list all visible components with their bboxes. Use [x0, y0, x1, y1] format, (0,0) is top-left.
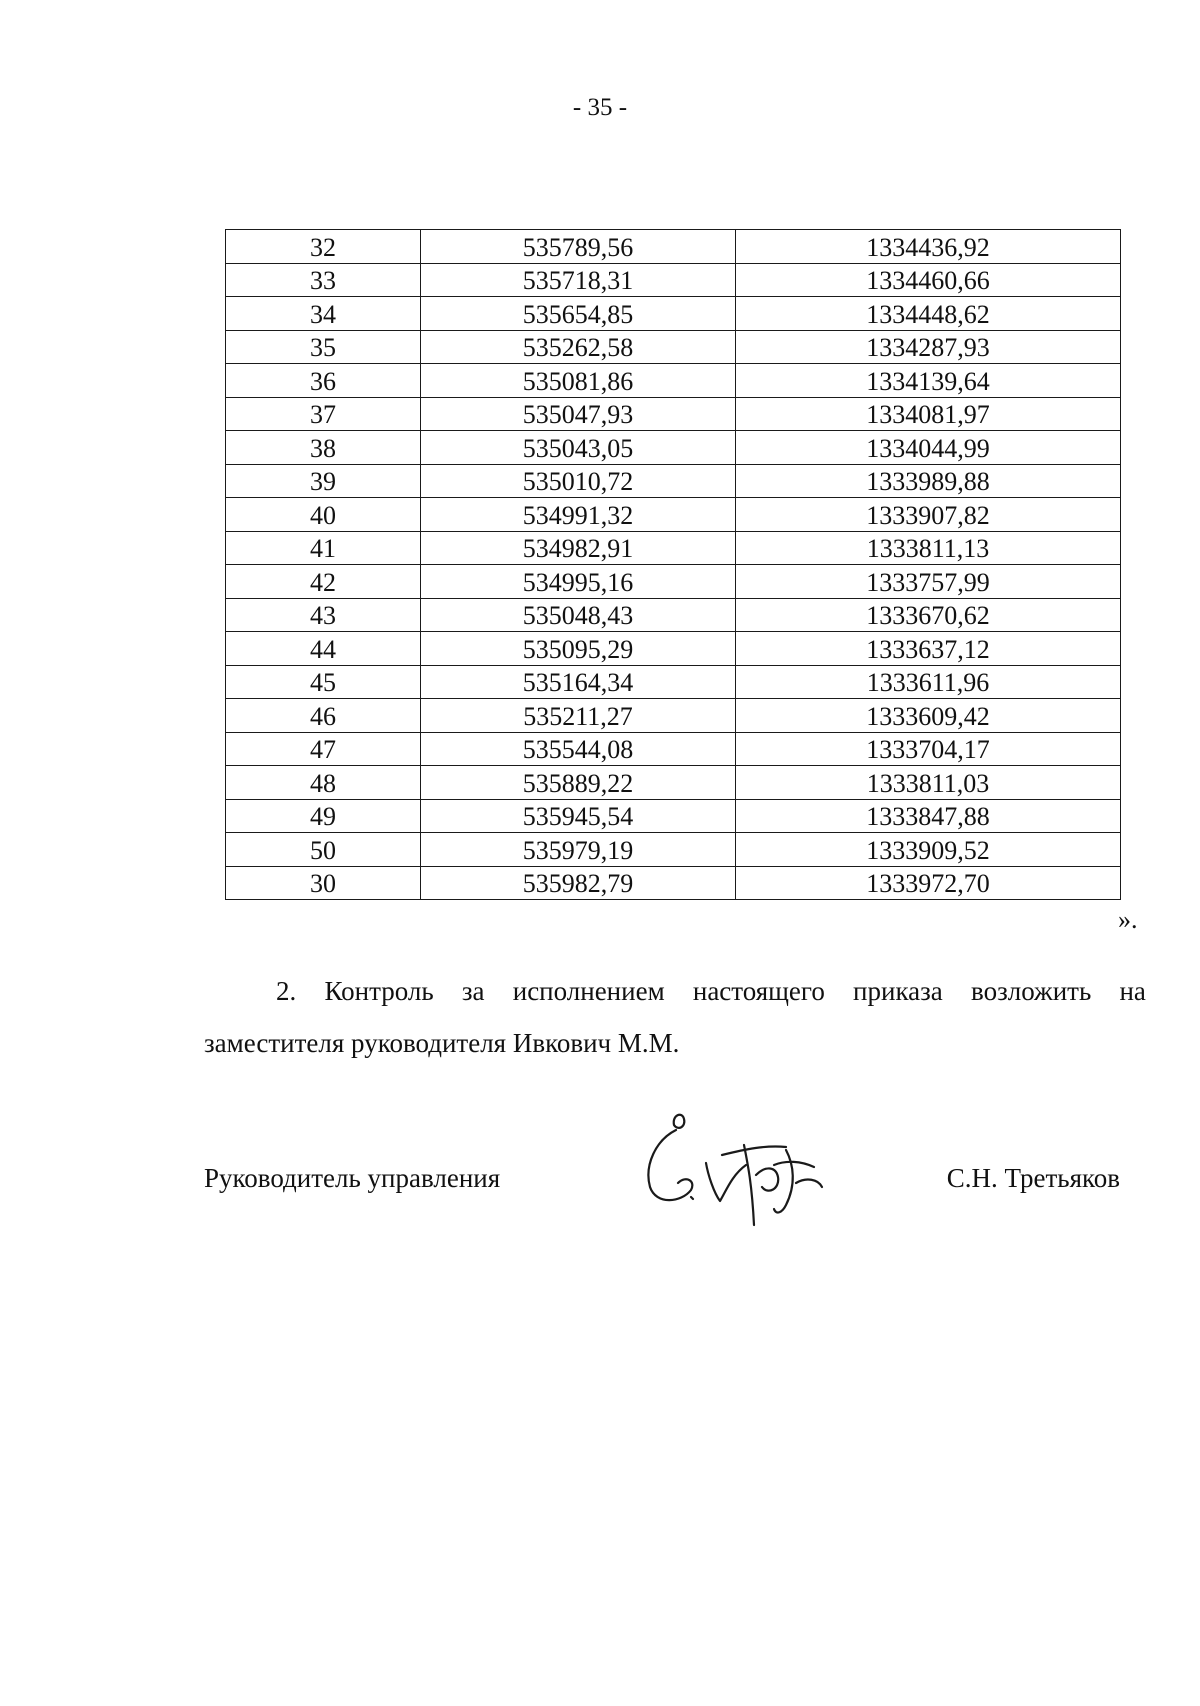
point-number-cell: 46: [226, 699, 421, 733]
x-coordinate-cell: 534991,32: [421, 498, 736, 532]
y-coordinate-cell: 1334448,62: [736, 297, 1121, 331]
table-row: [226, 732, 1121, 766]
paragraph-word: настоящего: [692, 976, 825, 1006]
table-row: [226, 632, 1121, 666]
table-row: [226, 431, 1121, 465]
point-number-cell: 44: [226, 632, 421, 666]
x-coordinate-cell: 535043,05: [421, 431, 736, 465]
table-row: [226, 464, 1121, 498]
table-row: [226, 598, 1121, 632]
paragraph-2: [204, 965, 1146, 1069]
paragraph-number: 2.: [276, 976, 297, 1006]
table-row: [226, 397, 1121, 431]
paragraph-word: за: [461, 976, 485, 1006]
table-row: [226, 364, 1121, 398]
point-number-cell: 34: [226, 297, 421, 331]
x-coordinate-cell: 535262,58: [421, 330, 736, 364]
y-coordinate-cell: 1333637,12: [736, 632, 1121, 666]
point-number-cell: 38: [226, 431, 421, 465]
y-coordinate-cell: 1334287,93: [736, 330, 1121, 364]
x-coordinate-cell: 535095,29: [421, 632, 736, 666]
y-coordinate-cell: 1334460,66: [736, 263, 1121, 297]
paragraph-line-1: [204, 965, 1146, 1017]
x-coordinate-cell: 535889,22: [421, 766, 736, 800]
paragraph-line-2: заместителя руководителя Ивкович М.М.: [204, 1028, 680, 1058]
x-coordinate-cell: 535979,19: [421, 833, 736, 867]
y-coordinate-cell: 1334436,92: [736, 230, 1121, 264]
handwritten-signature: [636, 1105, 846, 1230]
y-coordinate-cell: 1333811,13: [736, 531, 1121, 565]
closing-quote: ».: [1118, 905, 1138, 934]
point-number-cell: 30: [226, 866, 421, 900]
coordinates-table: [225, 229, 1121, 900]
y-coordinate-cell: 1333909,52: [736, 833, 1121, 867]
y-coordinate-cell: 1333989,88: [736, 464, 1121, 498]
point-number-cell: 36: [226, 364, 421, 398]
point-number-cell: 35: [226, 330, 421, 364]
x-coordinate-cell: 535047,93: [421, 397, 736, 431]
point-number-cell: 40: [226, 498, 421, 532]
point-number-cell: 50: [226, 833, 421, 867]
x-coordinate-cell: 534982,91: [421, 531, 736, 565]
table-row: [226, 565, 1121, 599]
table-row: [226, 498, 1121, 532]
x-coordinate-cell: 535544,08: [421, 732, 736, 766]
y-coordinate-cell: 1333609,42: [736, 699, 1121, 733]
point-number-cell: 43: [226, 598, 421, 632]
table-row: [226, 866, 1121, 900]
coordinates-table-body: [226, 230, 1121, 900]
table-row: [226, 665, 1121, 699]
x-coordinate-cell: 535048,43: [421, 598, 736, 632]
table-row: [226, 766, 1121, 800]
table-row: [226, 531, 1121, 565]
point-number-cell: 32: [226, 230, 421, 264]
y-coordinate-cell: 1333907,82: [736, 498, 1121, 532]
y-coordinate-cell: 1333847,88: [736, 799, 1121, 833]
point-number-cell: 39: [226, 464, 421, 498]
y-coordinate-cell: 1333972,70: [736, 866, 1121, 900]
point-number-cell: 49: [226, 799, 421, 833]
x-coordinate-cell: 535654,85: [421, 297, 736, 331]
x-coordinate-cell: 535010,72: [421, 464, 736, 498]
x-coordinate-cell: 535081,86: [421, 364, 736, 398]
point-number-cell: 47: [226, 732, 421, 766]
x-coordinate-cell: 535164,34: [421, 665, 736, 699]
x-coordinate-cell: 535718,31: [421, 263, 736, 297]
table-row: [226, 263, 1121, 297]
point-number-cell: 42: [226, 565, 421, 599]
signer-title: Руководитель управления: [204, 1163, 501, 1193]
y-coordinate-cell: 1334081,97: [736, 397, 1121, 431]
y-coordinate-cell: 1333757,99: [736, 565, 1121, 599]
table-row: [226, 230, 1121, 264]
y-coordinate-cell: 1334044,99: [736, 431, 1121, 465]
x-coordinate-cell: 535789,56: [421, 230, 736, 264]
x-coordinate-cell: 534995,16: [421, 565, 736, 599]
paragraph-word: возложить: [971, 976, 1092, 1006]
y-coordinate-cell: 1333811,03: [736, 766, 1121, 800]
table-row: [226, 833, 1121, 867]
signer-name: С.Н. Третьяков: [946, 1163, 1120, 1193]
paragraph-word: исполнением: [512, 976, 665, 1006]
table-row: [226, 699, 1121, 733]
point-number-cell: 45: [226, 665, 421, 699]
point-number-cell: 33: [226, 263, 421, 297]
table-row: [226, 297, 1121, 331]
y-coordinate-cell: 1333611,96: [736, 665, 1121, 699]
point-number-cell: 41: [226, 531, 421, 565]
x-coordinate-cell: 535211,27: [421, 699, 736, 733]
paragraph-word: приказа: [853, 976, 943, 1006]
point-number-cell: 37: [226, 397, 421, 431]
point-number-cell: 48: [226, 766, 421, 800]
table-row: [226, 330, 1121, 364]
paragraph-word: на: [1119, 976, 1146, 1006]
y-coordinate-cell: 1333670,62: [736, 598, 1121, 632]
table-row: [226, 799, 1121, 833]
page-number: - 35 -: [572, 94, 628, 121]
y-coordinate-cell: 1333704,17: [736, 732, 1121, 766]
paragraph-word: Контроль: [324, 976, 434, 1006]
x-coordinate-cell: 535945,54: [421, 799, 736, 833]
x-coordinate-cell: 535982,79: [421, 866, 736, 900]
y-coordinate-cell: 1334139,64: [736, 364, 1121, 398]
